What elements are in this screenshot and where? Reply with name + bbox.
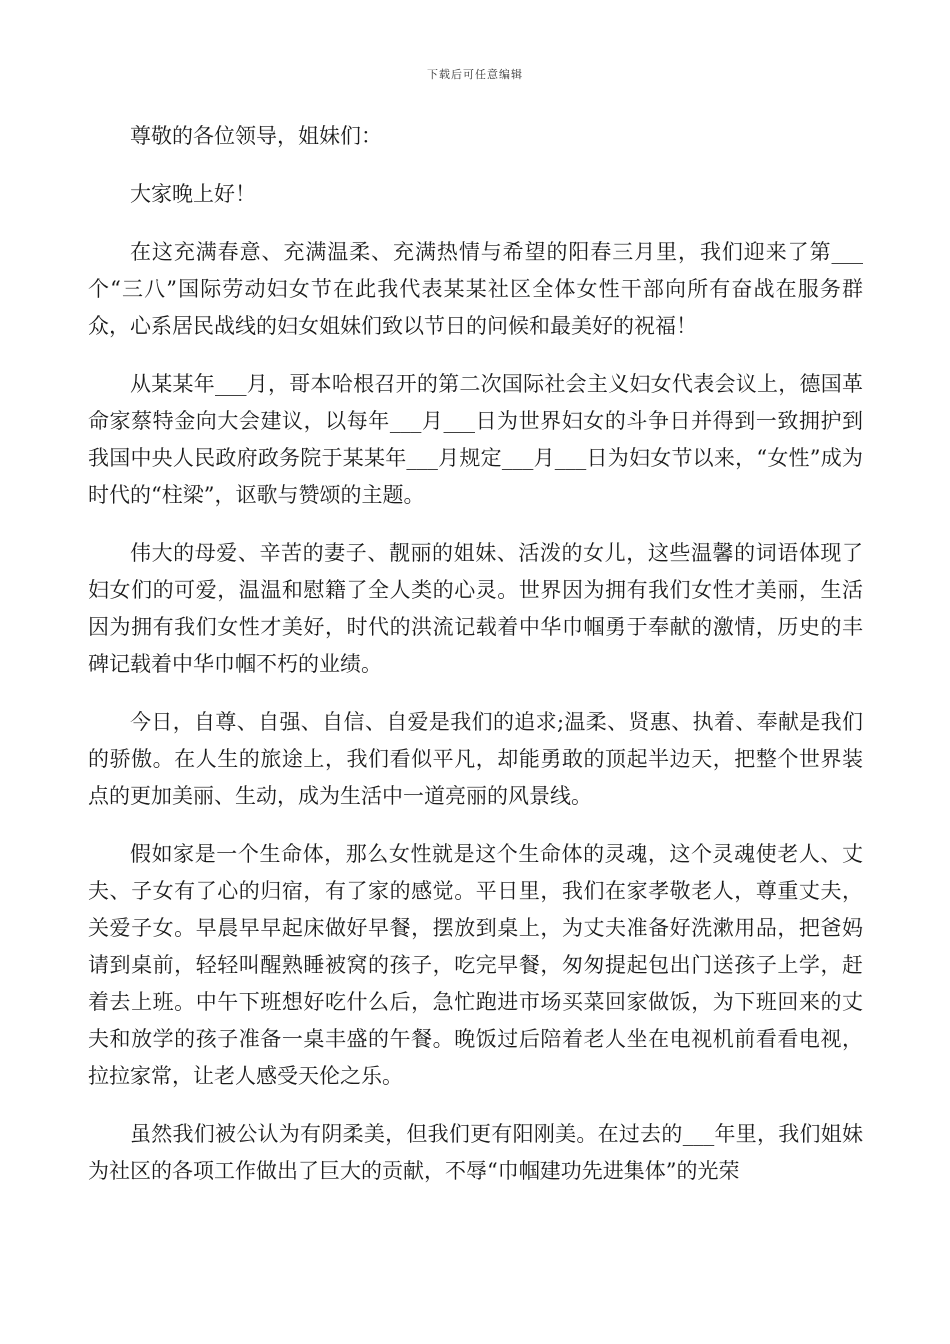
paragraph: 虽然我们被公认为有阴柔美，但我们更有阳刚美。在过去的___年里，我们姐妹为社区的各项工作做出了巨大的贡献，不辱“巾帼建功先进集体”的光荣 [88, 1122, 863, 1183]
header-note: 下载后可任意编辑 [427, 68, 523, 81]
paragraph: 伟大的母爱、辛苦的妻子、靓丽的姐妹、活泼的女儿，这些温馨的词语体现了妇女们的可爱，温温和慰籍了全人类的心灵。世界因为拥有我们女性才美丽，生活因为拥有我们女性才美好，时代的洪流记载着中华巾帼勇于奉献的激情，历史的丰碑记载着中华巾帼不朽的业绩。 [88, 541, 863, 676]
paragraph: 今日，自尊、自强、自信、自爱是我们的追求;温柔、贤惠、执着、奉献是我们的骄傲。在人生的旅途上，我们看似平凡，却能勇敢的顶起半边天，把整个世界装点的更加美丽、生动，成为生活中一道亮丽的风景线。 [88, 710, 863, 808]
paragraph: 假如家是一个生命体，那么女性就是这个生命体的灵魂，这个灵魂使老人、丈夫、子女有了心的归宿，有了家的感觉。平日里，我们在家孝敬老人，尊重丈夫，关爱子女。早晨早早起床做好早餐，摆放到桌上，为丈夫准备好洗漱用品，把爸妈请到桌前，轻轻叫醒熟睡被窝的孩子，吃完早餐，匆匆提起包出门送孩子上学，赶着去上班。中午下班想好吃什么后，急忙跑进市场买菜回家做饭，为下班回来的丈夫和放学的孩子准备一桌丰盛的午餐。晚饭过后陪着老人坐在电视机前看看电视，拉拉家常，让老人感受天伦之乐。 [88, 842, 863, 1088]
paragraph: 在这充满春意、充满温柔、充满热情与希望的阳春三月里，我们迎来了第___个“三八”国际劳动妇女节在此我代表某某社区全体女性干部向所有奋战在服务群众，心系居民战线的妇女姐妹们致以节日的问候和最美好的祝福！ [88, 240, 863, 338]
paragraph-greeting: 大家晚上好！ [130, 182, 256, 206]
document-body [88, 118, 863, 1190]
paragraph: 从某某年___月，哥本哈根召开的第二次国际社会主义妇女代表会议上，德国革命家蔡特金向大会建议，以每年___月___日为世界妇女的斗争日并得到一致拥护到我国中央人民政府政务院于某某年___月规定___月___日为妇女节以来，“女性”成为时代的“柱梁”，讴歌与赞颂的主题。 [88, 372, 863, 507]
paragraph-salutation: 尊敬的各位领导，姐妹们： [130, 124, 382, 148]
